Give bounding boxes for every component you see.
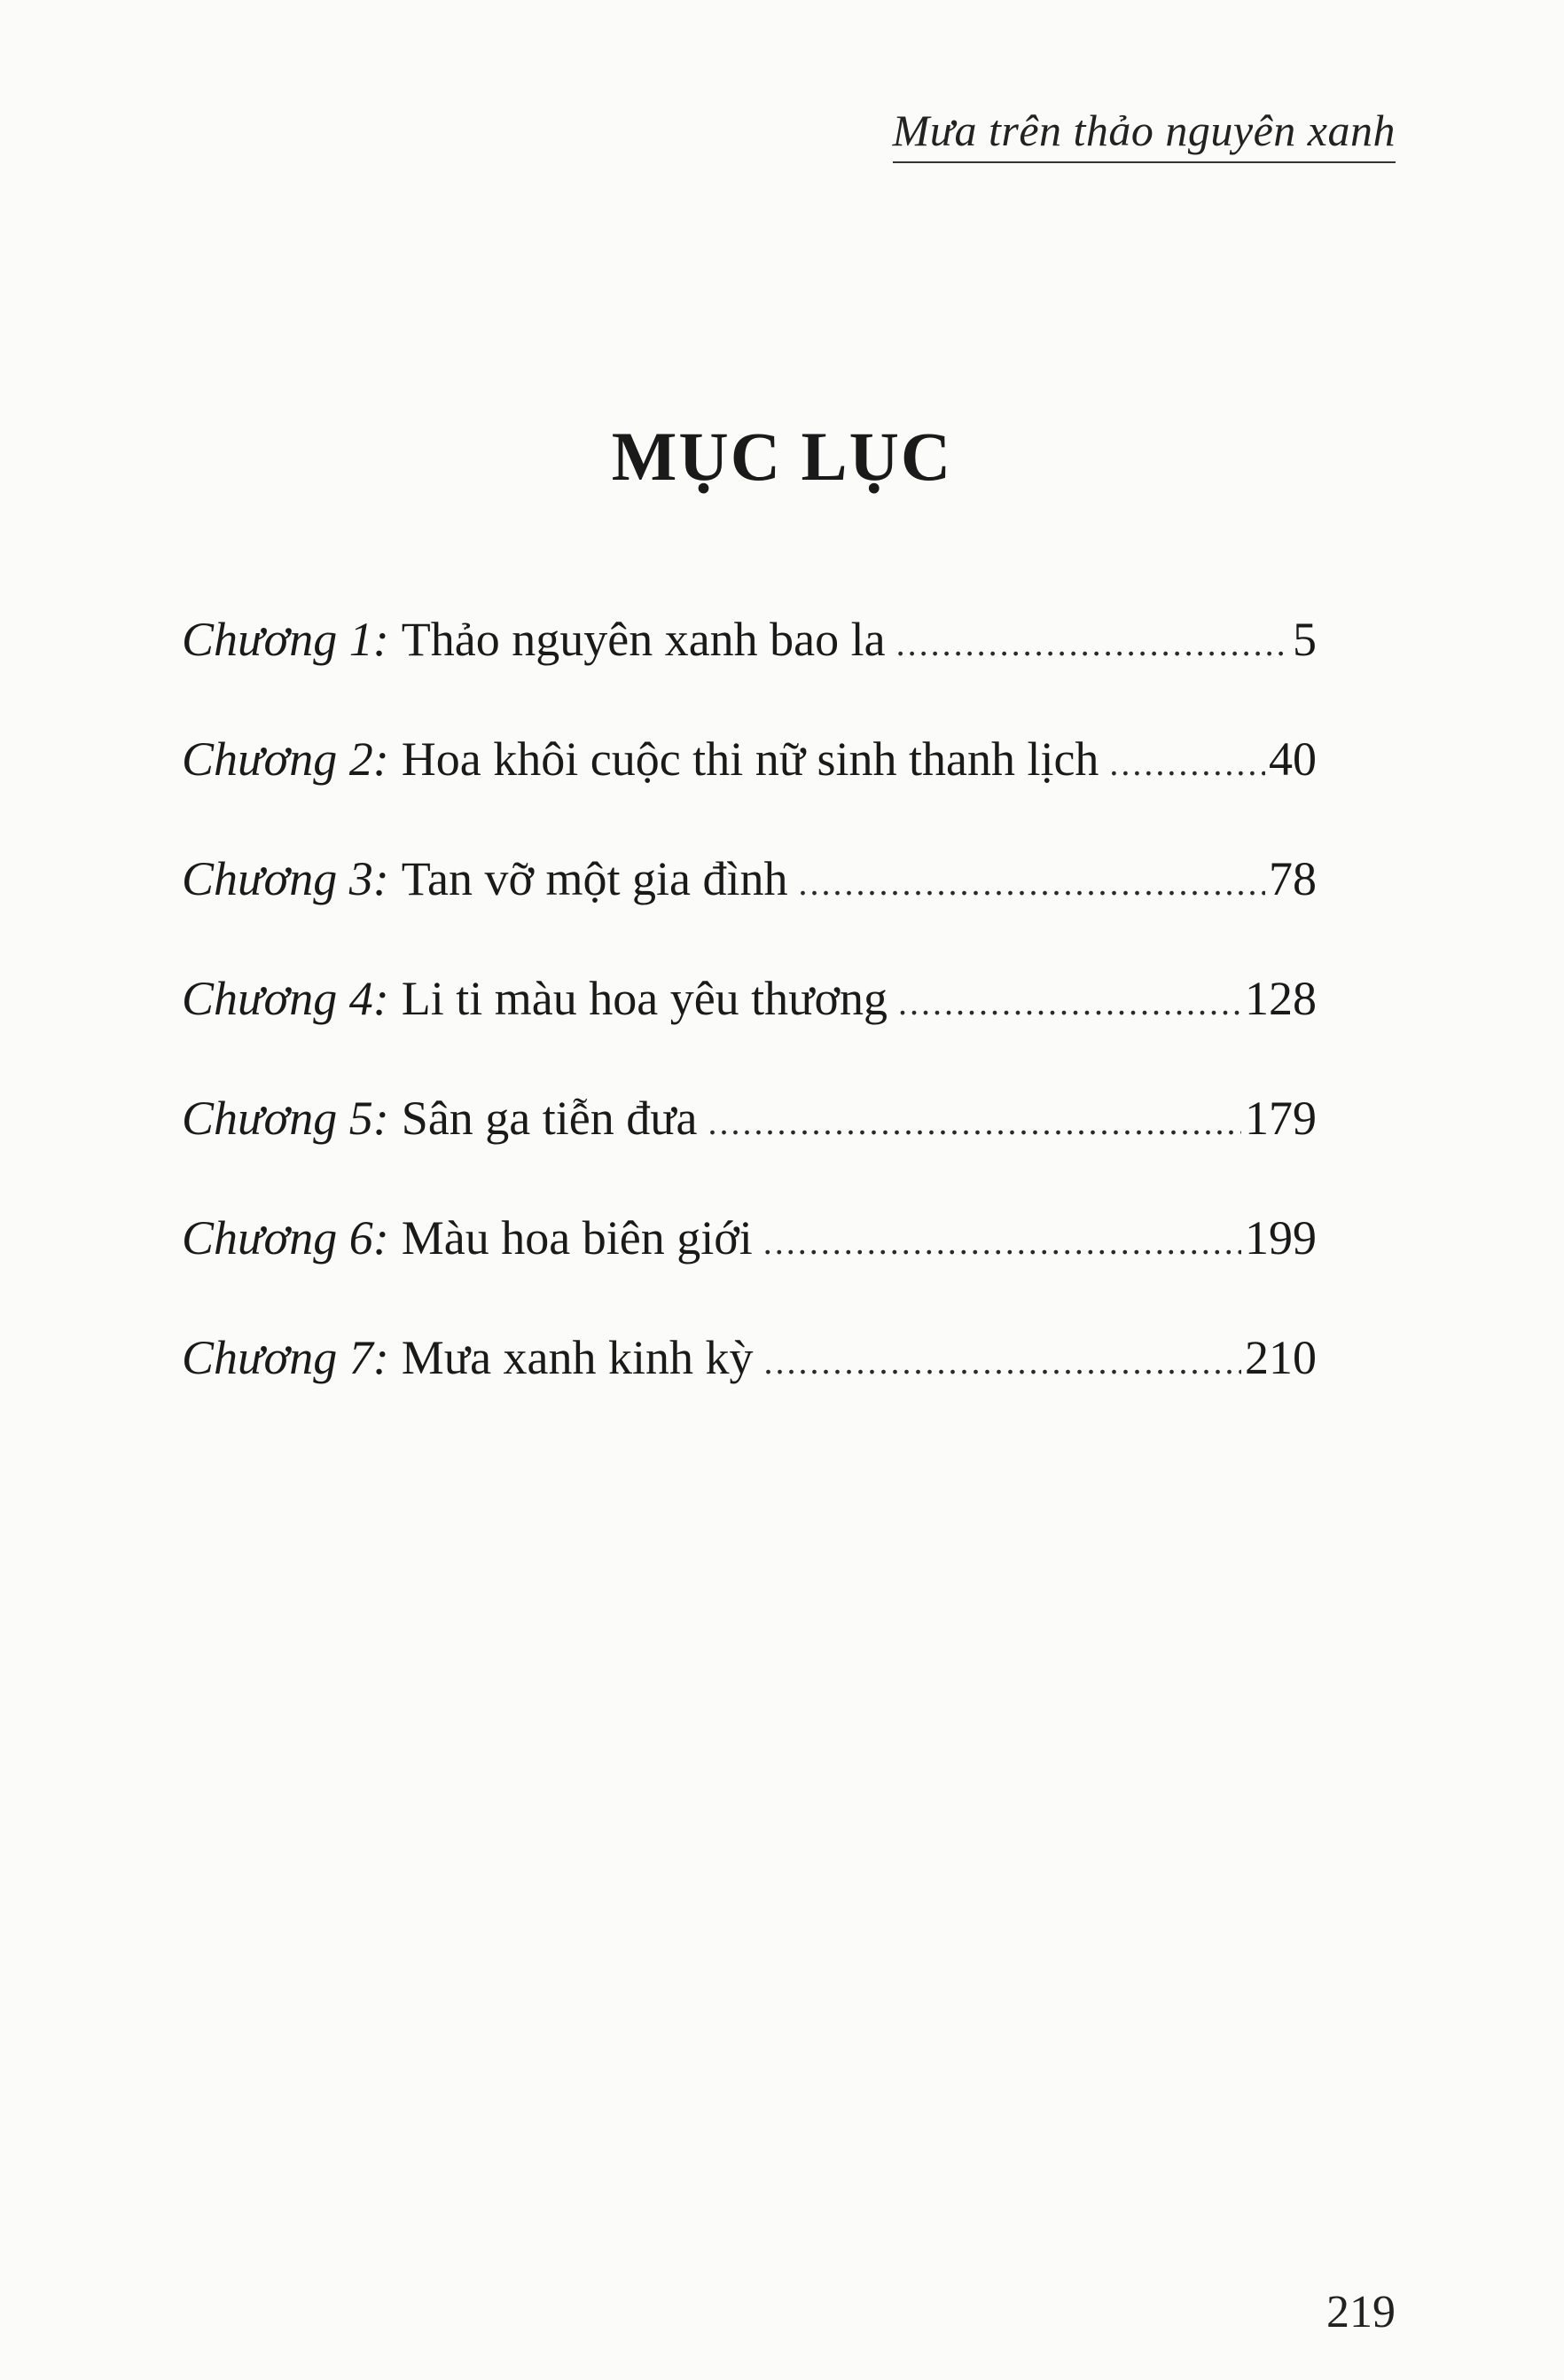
chapter-label: Chương 6 [182,1211,373,1264]
dot-leader [764,1341,1241,1382]
page-number: 219 [1326,2287,1396,2337]
chapter-label: Chương 7 [182,1331,373,1384]
chapter-colon: : [372,1092,389,1145]
chapter-title: Màu hoa biên giới [401,1211,753,1264]
toc-entry[interactable] [182,1330,1317,1450]
dot-leader [896,622,1289,664]
chapter-colon: : [372,852,389,905]
chapter-title: Li ti màu hoa yêu thương [401,972,888,1025]
dot-leader [763,1221,1241,1263]
chapter-colon: : [372,972,389,1025]
chapter-page: 210 [1245,1331,1317,1384]
chapter-title: Hoa khôi cuộc thi nữ sinh thanh lịch [401,732,1099,786]
dot-leader [1109,742,1265,784]
chapter-title: Mưa xanh kinh kỳ [401,1331,754,1384]
chapter-colon: : [372,732,389,786]
chapter-label: Chương 4 [182,972,373,1025]
toc-entry[interactable] [182,732,1317,851]
toc-entry[interactable] [182,1210,1317,1330]
chapter-title: Thảo nguyên xanh bao la [401,613,886,666]
chapter-page: 128 [1245,972,1317,1025]
toc-title: MỤC LỤC [611,418,953,495]
table-of-contents [182,612,1317,1450]
toc-entry[interactable] [182,851,1317,971]
toc-entry[interactable] [182,612,1317,732]
chapter-colon: : [372,613,389,666]
chapter-colon: : [372,1331,389,1384]
chapter-page: 40 [1269,732,1317,786]
chapter-colon: : [372,1211,389,1264]
running-header: Mưa trên thảo nguyên xanh [893,105,1396,163]
chapter-title: Tan vỡ một gia đình [401,852,788,905]
dot-leader [898,982,1241,1023]
chapter-page: 199 [1245,1211,1317,1264]
chapter-label: Chương 2 [182,732,373,786]
chapter-title: Sân ga tiễn đưa [401,1092,698,1145]
toc-entry[interactable] [182,971,1317,1091]
chapter-label: Chương 1 [182,613,373,666]
chapter-label: Chương 5 [182,1092,373,1145]
chapter-label: Chương 3 [182,852,373,905]
dot-leader [708,1101,1241,1143]
toc-entry[interactable] [182,1091,1317,1210]
chapter-page: 78 [1269,852,1317,905]
dot-leader [799,862,1266,904]
chapter-page: 179 [1245,1092,1317,1145]
chapter-page: 5 [1293,613,1317,666]
